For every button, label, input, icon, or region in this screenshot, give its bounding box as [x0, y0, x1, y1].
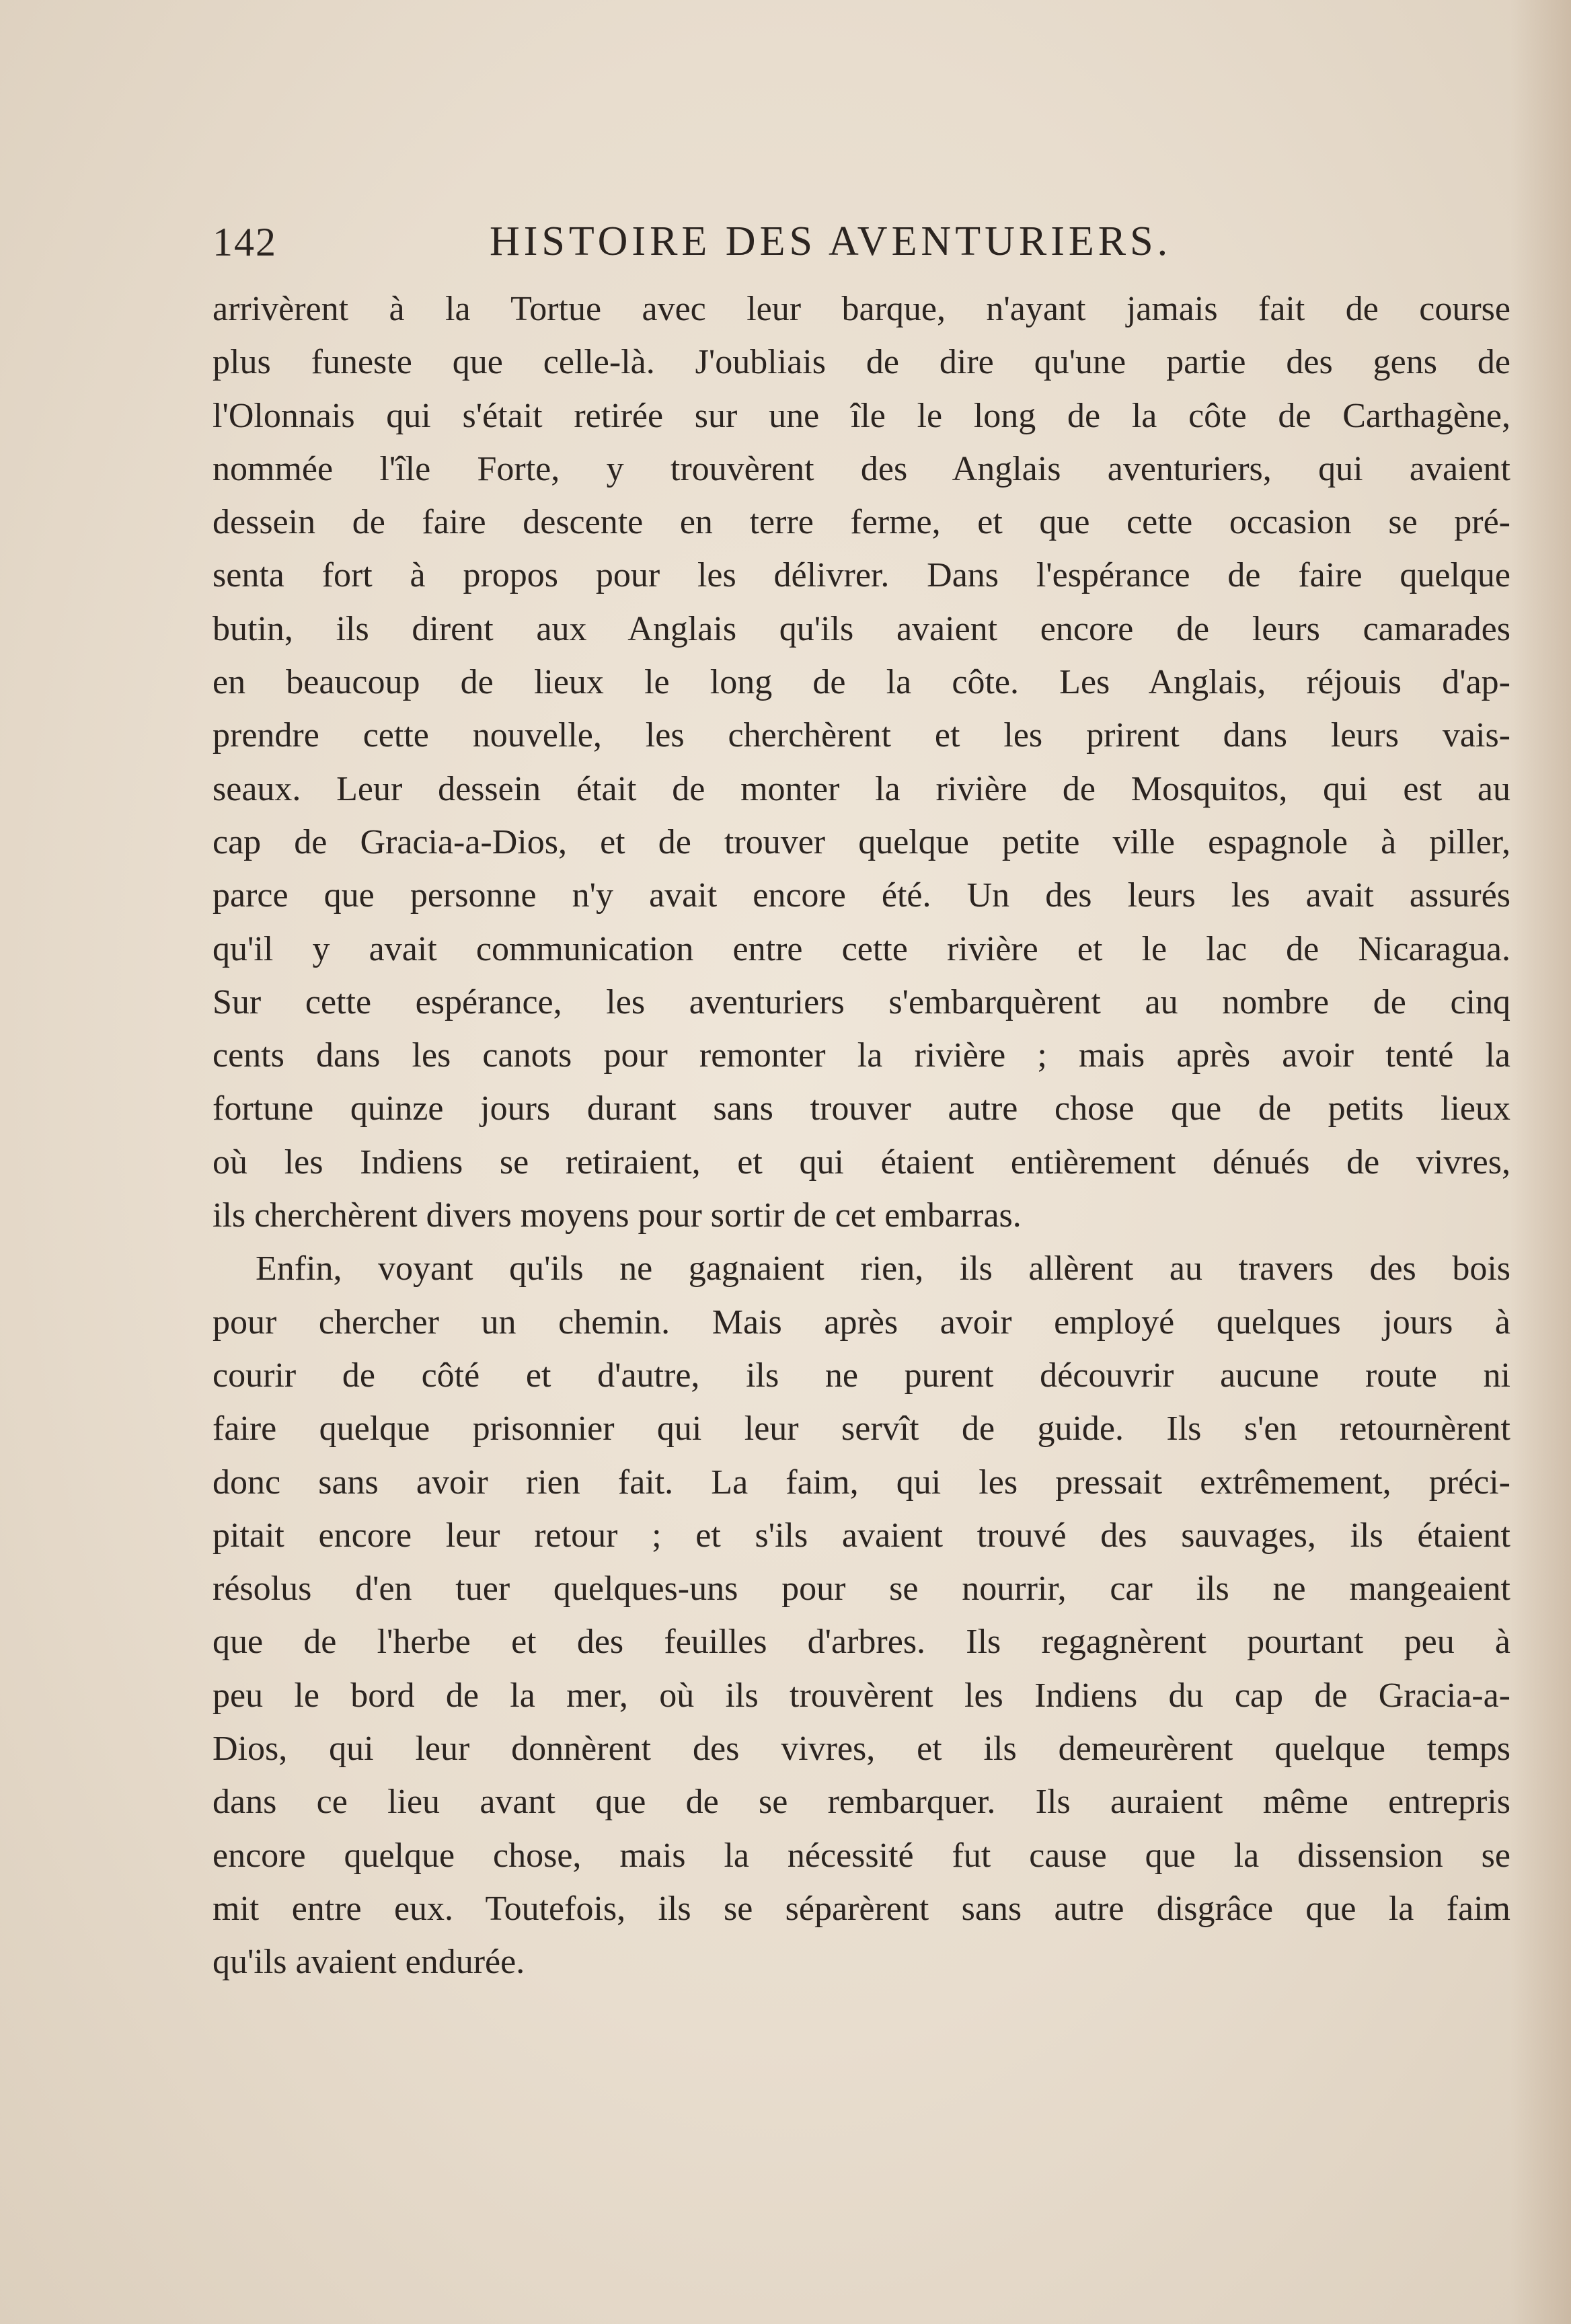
text-line: faire quelque prisonnier qui leur servît de guide. Ils s'en retournèrent	[213, 1409, 1510, 1448]
text-line: fortune quinze jours durant sans trouver autre chose que de petits lieux	[213, 1089, 1510, 1128]
text-line: cents dans les canots pour remonter la rivière ; mais après avoir tenté la	[213, 1036, 1510, 1075]
text-line: où les Indiens se retiraient, et qui étaient entièrement dénués de vivres,	[213, 1142, 1510, 1182]
text-line: parce que personne n'y avait encore été. Un des leurs les avait assurés	[213, 876, 1510, 915]
page-edge-shadow	[1510, 0, 1571, 2324]
text-line: pour chercher un chemin. Mais après avoir employé quelques jours à	[213, 1303, 1510, 1342]
text-line: dans ce lieu avant que de se rembarquer. Ils auraient même entrepris	[213, 1783, 1510, 1822]
page-number: 142	[213, 220, 277, 264]
text-line: en beaucoup de lieux le long de la côte. Les Anglais, réjouis d'ap-	[213, 663, 1510, 702]
text-line: plus funeste que celle-là. J'oubliais de dire qu'une partie des gens de	[213, 343, 1510, 382]
text-line: dessein de faire descente en terre ferme, et que cette occasion se pré-	[213, 503, 1510, 542]
text-line: nommée l'île Forte, y trouvèrent des Anglais aventuriers, qui avaient	[213, 449, 1510, 488]
text-line: mit entre eux. Toutefois, ils se séparèrent sans autre disgrâce que la faim	[213, 1889, 1510, 1928]
text-line: arrivèrent à la Tortue avec leur barque, n'ayant jamais fait de course	[213, 290, 1510, 328]
text-line: prendre cette nouvelle, les cherchèrent et les prirent dans leurs vais-	[213, 716, 1510, 755]
text-line: qu'ils avaient endurée.	[213, 1943, 525, 1982]
text-line: courir de côté et d'autre, ils ne purent découvrir aucune route ni	[213, 1356, 1510, 1395]
text-line: Enfin, voyant qu'ils ne gagnaient rien, ils allèrent au travers des bois	[256, 1249, 1510, 1288]
text-line: qu'il y avait communication entre cette rivière et le lac de Nicaragua.	[213, 929, 1510, 968]
text-line: Sur cette espérance, les aventuriers s'embarquèrent au nombre de cinq	[213, 982, 1510, 1021]
text-line: cap de Gracia-a-Dios, et de trouver quelque petite ville espagnole à piller,	[213, 822, 1510, 861]
text-line: seaux. Leur dessein était de monter la rivière de Mosquitos, qui est au	[213, 769, 1510, 808]
paragraph-1	[213, 282, 1510, 1242]
text-line: ils cherchèrent divers moyens pour sortir de cet embarras.	[213, 1196, 1022, 1235]
body-text	[213, 282, 1510, 1989]
paragraph-2	[213, 1242, 1510, 1988]
text-line: pitait encore leur retour ; et s'ils avaient trouvé des sauvages, ils étaient	[213, 1516, 1510, 1555]
text-line: encore quelque chose, mais la nécessité fut cause que la dissension se	[213, 1836, 1510, 1875]
running-head: HISTOIRE DES AVENTURIERS.	[490, 219, 1172, 264]
text-line: Dios, qui leur donnèrent des vivres, et ils demeurèrent quelque temps	[213, 1730, 1510, 1769]
text-line: résolus d'en tuer quelques-uns pour se nourrir, car ils ne mangeaient	[213, 1570, 1510, 1609]
text-line: donc sans avoir rien fait. La faim, qui les pressait extrêmement, préci-	[213, 1463, 1510, 1502]
text-line: butin, ils dirent aux Anglais qu'ils avaient encore de leurs camarades	[213, 609, 1510, 648]
text-line: senta fort à propos pour les délivrer. Dans l'espérance de faire quelque	[213, 556, 1510, 595]
text-line: que de l'herbe et des feuilles d'arbres. Ils regagnèrent pourtant peu à	[213, 1623, 1510, 1662]
text-line: peu le bord de la mer, où ils trouvèrent les Indiens du cap de Gracia-a-	[213, 1676, 1510, 1715]
text-line: l'Olonnais qui s'était retirée sur une île le long de la côte de Carthagène,	[213, 396, 1510, 435]
page-header	[213, 214, 1241, 274]
